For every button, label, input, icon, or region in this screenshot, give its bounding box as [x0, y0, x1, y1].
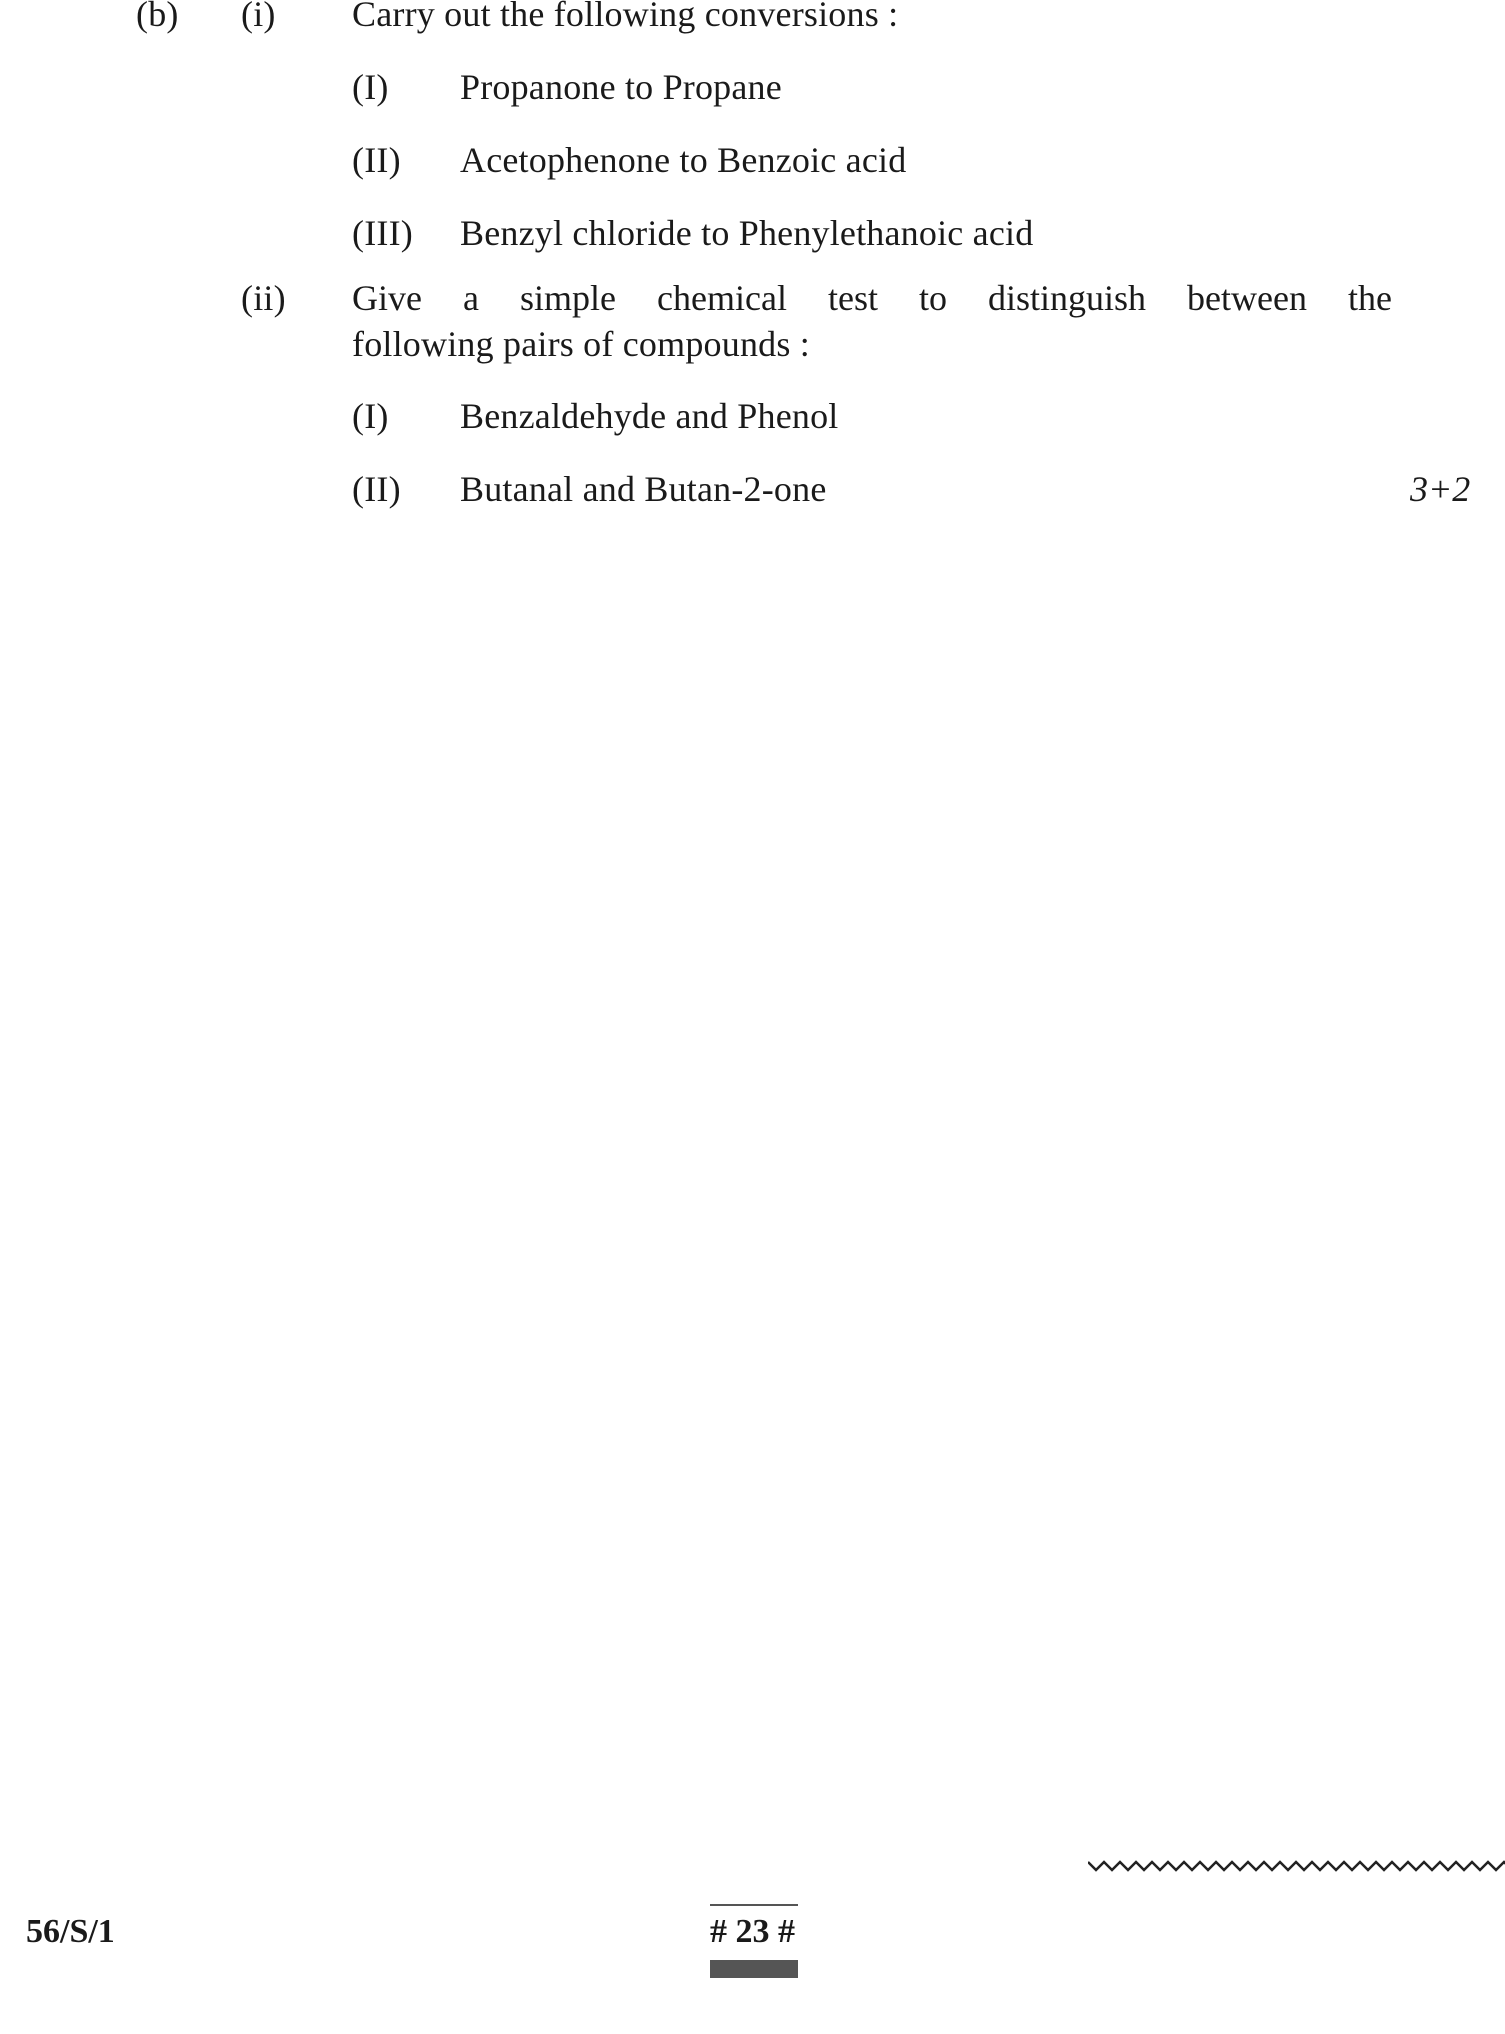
part-label: (b) [136, 0, 179, 34]
sub-question-i-text: Carry out the following conversions : [352, 0, 899, 34]
marks-allocation: 3+2 [1410, 469, 1471, 509]
paper-code: 56/S/1 [26, 1913, 115, 1950]
sub-question-ii-text-line1: Give a simple chemical test to distinguish between the [352, 278, 1392, 318]
distinguish-item-label: (II) [352, 469, 401, 509]
conversion-item-text: Propanone to Propane [460, 67, 782, 107]
conversion-item-text: Acetophenone to Benzoic acid [460, 140, 907, 180]
sub-question-ii-label: (ii) [241, 278, 286, 318]
sub-question-ii-text-line2: following pairs of compounds : [352, 324, 810, 364]
sub-question-i-label: (i) [241, 0, 276, 34]
conversion-item-label: (II) [352, 140, 401, 180]
conversion-item-label: (III) [352, 213, 413, 253]
distinguish-item-text: Benzaldehyde and Phenol [460, 396, 839, 436]
conversion-item-text: Benzyl chloride to Phenylethanoic acid [460, 213, 1034, 253]
distinguish-item-label: (I) [352, 396, 389, 436]
page-number-top-rule [710, 1904, 798, 1906]
page-number-bar [710, 1960, 798, 1978]
conversion-item-label: (I) [352, 67, 389, 107]
wavy-line-decoration [1088, 1852, 1505, 1876]
distinguish-item-text: Butanal and Butan-2-one [460, 469, 827, 509]
page-number: # 23 # [710, 1913, 795, 1950]
